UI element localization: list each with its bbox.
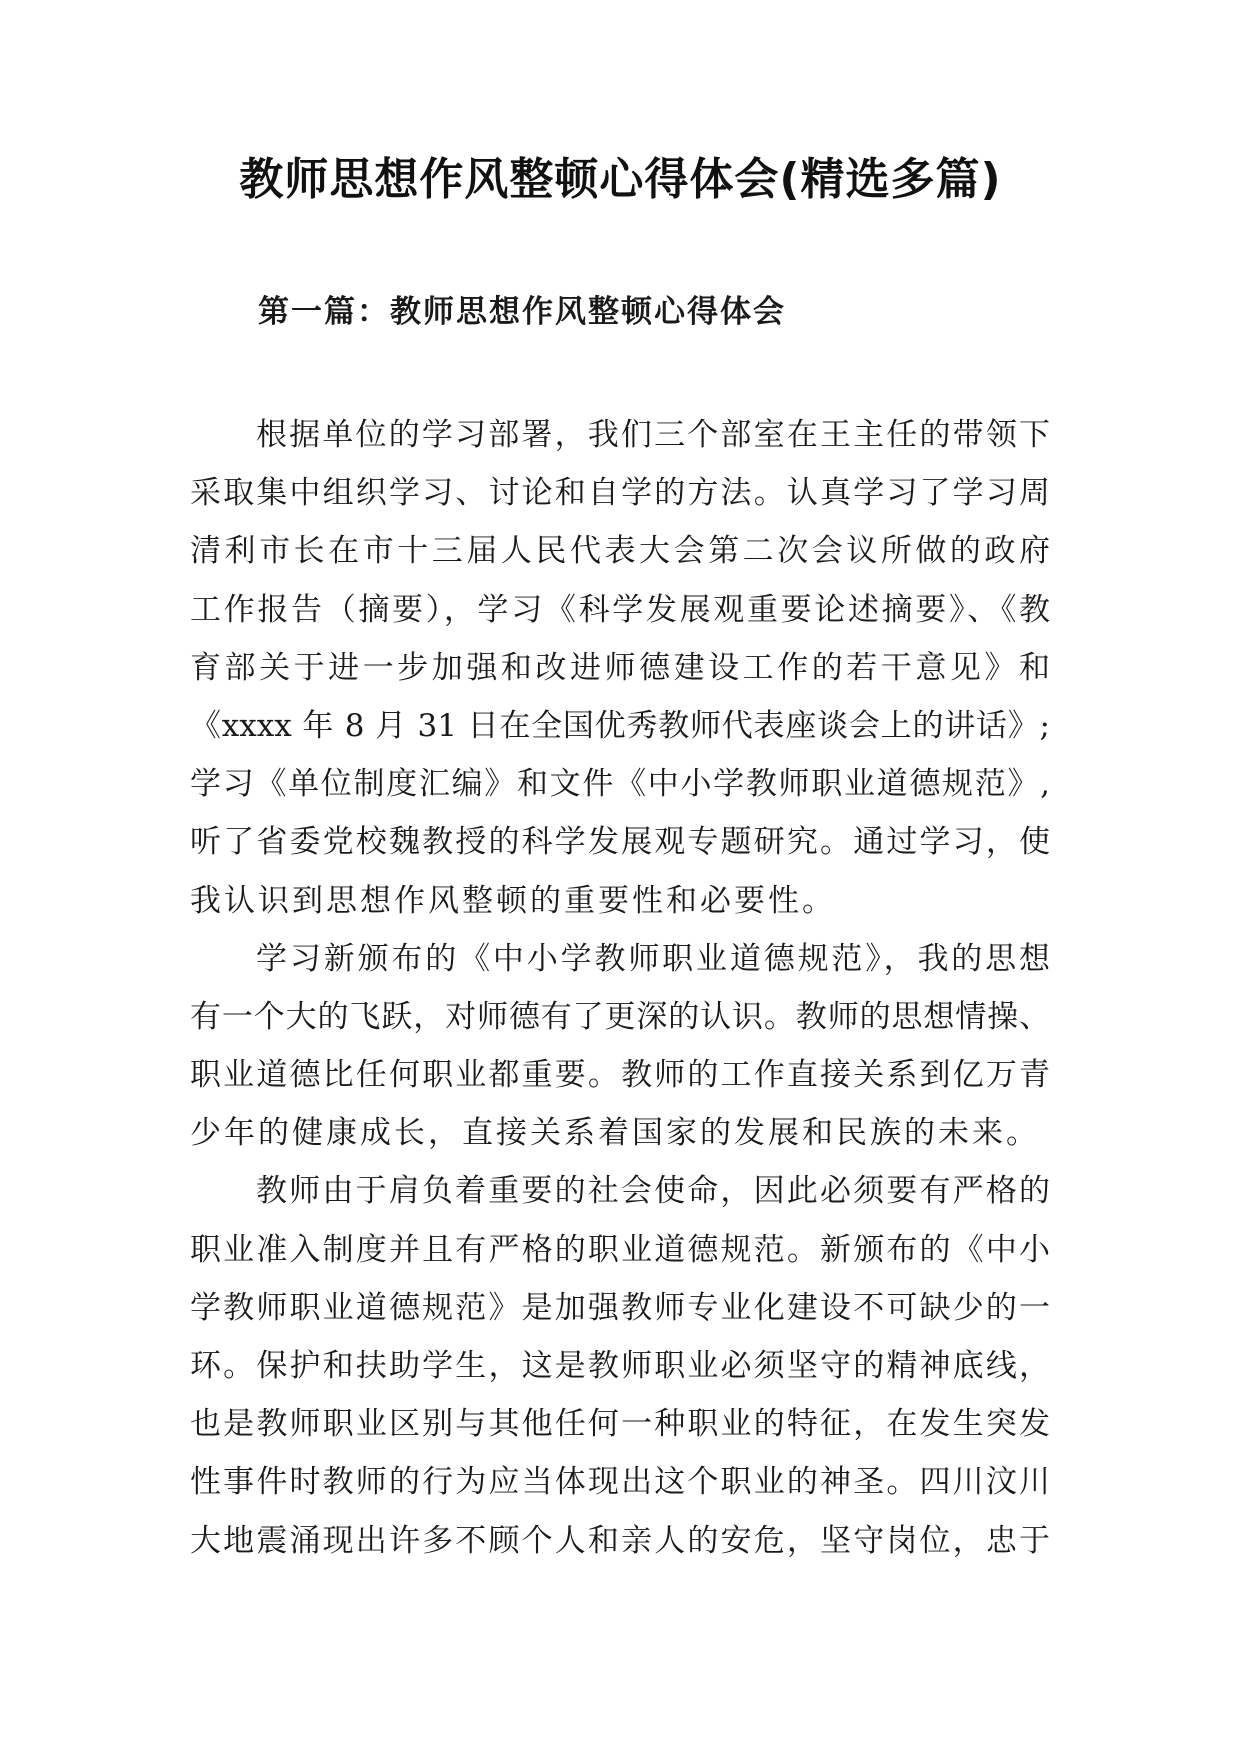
paragraph-line: 采取集中组织学习、讨论和自学的方法。认真学习了学习周 [190, 475, 1050, 512]
document-title: 教师思想作风整顿心得体会(精选多篇) [239, 154, 1002, 205]
paragraph-line: 我认识到思想作风整顿的重要性和必要性。 [190, 882, 836, 919]
paragraph-3 [190, 1162, 1050, 1569]
paragraph-line: 教师由于肩负着重要的社会使命，因此必须要有严格的 [256, 1173, 1050, 1210]
paragraph-line: 学习新颁布的《中小学教师职业道德规范》，我的思想 [256, 940, 1050, 977]
paragraph-line: 环。保护和扶助学生，这是教师职业必须坚守的精神底线， [190, 1348, 1050, 1384]
paragraph-line: 有一个大的飞跃，对师德有了更深的认识。教师的思想情操、 [190, 998, 1050, 1035]
paragraph-line: 学教师职业道德规范》是加强教师专业化建设不可缺少的一 [190, 1289, 1050, 1326]
paragraph-line: 职业道德比任何职业都重要。教师的工作直接关系到亿万青 [190, 1057, 1050, 1094]
paragraph-line: 清利市长在市十三届人民代表大会第二次会议所做的政府 [190, 533, 1050, 570]
paragraph-line: 职业准入制度并且有严格的职业道德规范。新颁布的《中小 [190, 1231, 1050, 1268]
paragraph-line: 根据单位的学习部署，我们三个部室在王主任的带领下 [256, 417, 1050, 453]
paragraph-line: 工作报告（摘要），学习《科学发展观重要论述摘要》、《教 [190, 591, 1050, 628]
paragraph-line: 也是教师职业区别与其他任何一种职业的特征，在发生突发 [190, 1406, 1050, 1443]
paragraph-line: 听了省委党校魏教授的科学发展观专题研究。通过学习，使 [190, 824, 1050, 861]
section-heading: 第一篇：教师思想作风整顿心得体会 [258, 294, 786, 330]
paragraph-line: 性事件时教师的行为应当体现出这个职业的神圣。四川汶川 [190, 1464, 1050, 1501]
paragraph-line: 《xxxx 年 8 月 31 日在全国优秀教师代表座谈会上的讲话》; [190, 707, 1050, 744]
paragraph-1 [190, 406, 1050, 930]
paragraph-2 [190, 930, 1050, 1163]
paragraph-line: 大地震涌现出许多不顾个人和亲人的安危，坚守岗位，忠于 [190, 1522, 1050, 1559]
paragraph-line: 育部关于进一步加强和改进师德建设工作的若干意见》和 [190, 649, 1050, 686]
paragraph-line: 学习《单位制度汇编》和文件《中小学教师职业道德规范》, [190, 766, 1050, 803]
paragraph-line: 少年的健康成长，直接关系着国家的发展和民族的未来。 [190, 1115, 1040, 1152]
body-text [190, 406, 1050, 1570]
